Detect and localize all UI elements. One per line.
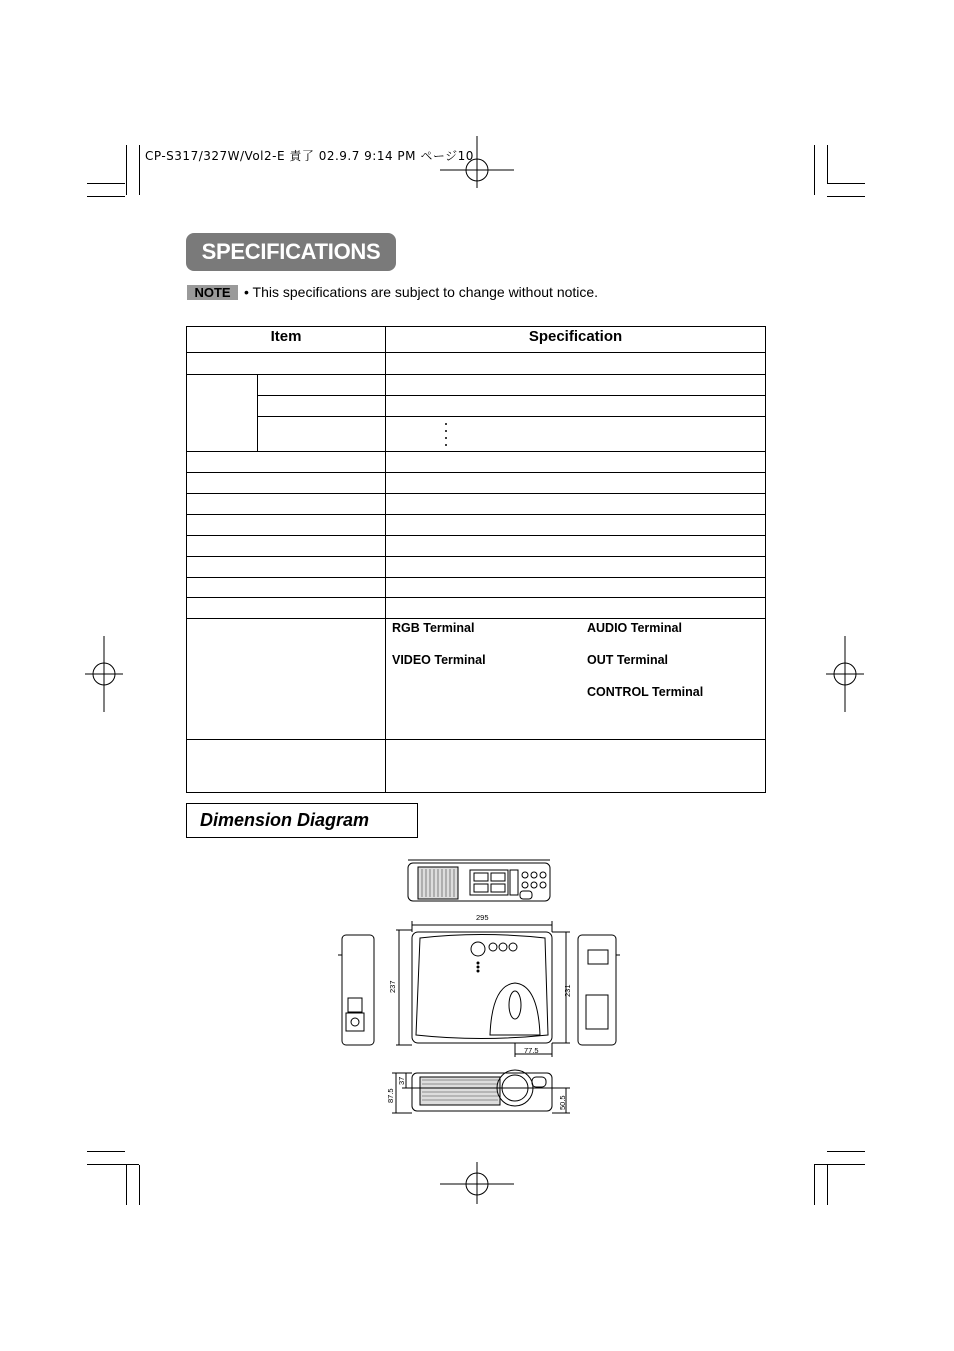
column-header-item: Item xyxy=(270,328,302,345)
lens-offset-dimension-label: 77.5 xyxy=(524,1046,539,1055)
width-dimension-label: 295 xyxy=(476,913,489,922)
rear-view-drawing xyxy=(408,860,550,901)
right-side-view-drawing xyxy=(578,935,620,1045)
dimension-diagram-title: Dimension Diagram xyxy=(186,803,418,838)
depth-right-dimension-label: 231 xyxy=(563,984,572,997)
rgb-terminal-label: RGB Terminal xyxy=(392,621,475,635)
audio-terminal-label: AUDIO Terminal xyxy=(587,621,682,635)
top-view-drawing xyxy=(396,921,570,1057)
control-terminal-label: CONTROL Terminal xyxy=(587,685,704,699)
height-lens-dimension-label: 50.5 xyxy=(558,1095,567,1110)
out-terminal-label: OUT Terminal xyxy=(587,653,669,667)
print-slug: CP-S317/327W/Vol2-E 責了 02.9.7 9:14 PM ページ10 xyxy=(145,149,474,163)
height-top-dimension-label: 37 xyxy=(397,1076,406,1085)
front-view-drawing xyxy=(392,1070,570,1113)
depth-left-dimension-label: 237 xyxy=(388,980,397,993)
page-title: SPECIFICATIONS xyxy=(186,233,396,271)
note-text: • This specifications are subject to change without notice. xyxy=(244,284,599,300)
left-side-view-drawing xyxy=(338,935,374,1045)
vertical-dots xyxy=(442,421,450,447)
note-badge: NOTE xyxy=(187,285,238,300)
video-terminal-label: VIDEO Terminal xyxy=(392,653,486,667)
column-header-specification: Specification xyxy=(528,328,623,345)
dimension-drawing xyxy=(320,855,640,1130)
spec-table xyxy=(186,326,766,793)
height-total-dimension-label: 87.5 xyxy=(386,1088,395,1103)
